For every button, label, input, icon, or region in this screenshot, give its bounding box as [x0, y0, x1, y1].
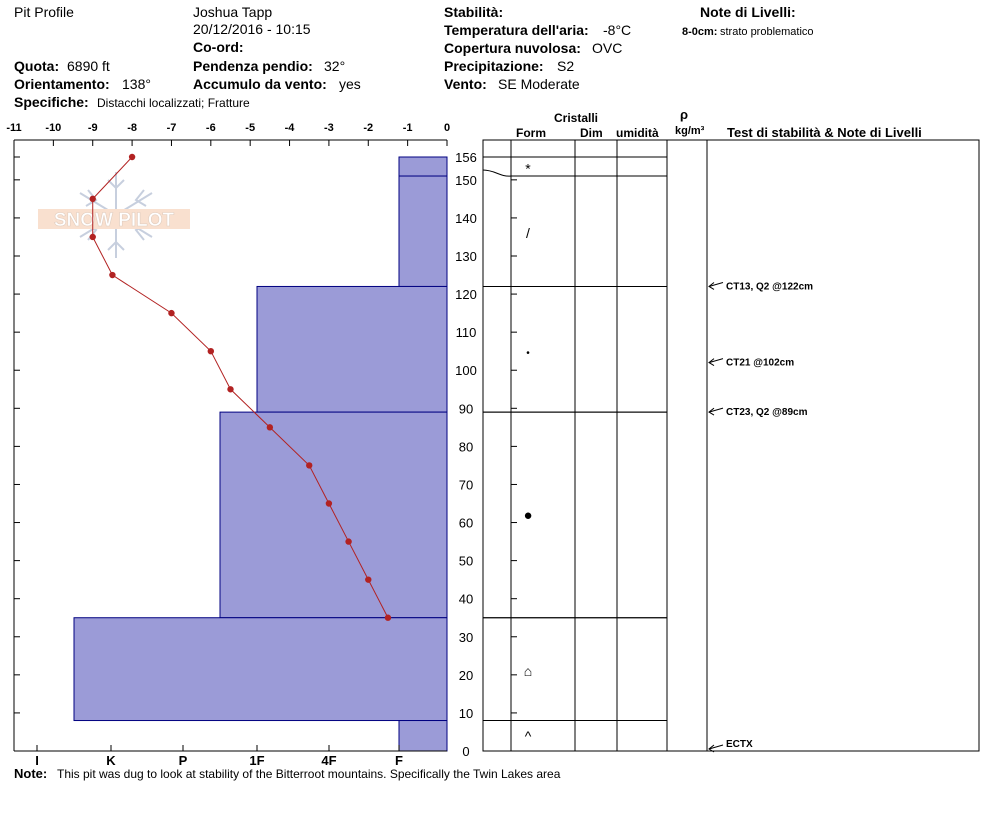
temperature-point [365, 576, 371, 582]
observer-name: Joshua Tapp [193, 4, 273, 20]
page-title: Pit Profile [14, 4, 74, 20]
note-label: Note: [14, 766, 48, 781]
wind-value: SE Moderate [498, 76, 580, 92]
slope-value: 32° [324, 58, 346, 74]
height-label: 40 [458, 591, 474, 607]
temp-tick-label: -1 [402, 122, 413, 134]
snowpilot-watermark-logo [38, 172, 190, 258]
crystal-form-symbols [523, 160, 532, 743]
height-label: 130 [455, 249, 477, 264]
left-height-ticks [14, 157, 20, 751]
height-label: 50 [458, 553, 474, 569]
height-label: 70 [458, 477, 474, 493]
air-temp-value: -8°C [603, 22, 632, 38]
wind-load-value: yes [339, 76, 361, 92]
temp-tick-label: -8 [127, 122, 137, 134]
stability-test-label: CT13, Q2 @122cm [726, 281, 814, 293]
hardness-label: 1F [249, 753, 265, 768]
hardness-bar [257, 286, 447, 412]
layer-notes-label: Note di Livelli: [700, 4, 796, 20]
precip-label: Precipitazione: [444, 58, 544, 74]
crystal-form-symbol: * [525, 160, 531, 177]
stability-notes-header: Test di stabilità & Note di Livelli [727, 125, 922, 140]
hardness-bar [399, 176, 447, 286]
temp-tick-label: 0 [443, 122, 451, 134]
crystal-form-symbol: / [526, 225, 530, 242]
form-header: Form [516, 126, 546, 140]
height-label: 150 [455, 172, 477, 188]
height-label: 30 [458, 629, 474, 645]
wind-load-label: Accumulo da vento: [193, 76, 327, 92]
note-text: This pit was dug to look at stability of the Bitterroot mountains. Specifically the Twin Lakes area [57, 767, 561, 781]
temperature-point [385, 615, 391, 621]
crystal-form-symbol: • [526, 348, 530, 360]
density-symbol: ρ [680, 107, 689, 122]
temp-tick-label: -11 [6, 122, 22, 134]
aspect-value: 138° [122, 76, 151, 92]
hardness-bar [399, 721, 447, 751]
stability-test-label: CT23, Q2 @89cm [726, 407, 808, 419]
layer-note-text: strato problematico [720, 26, 814, 38]
height-label: 90 [458, 401, 474, 417]
sky-value: OVC [592, 40, 623, 56]
temperature-point [90, 196, 96, 202]
specifics-value: Distacchi localizzati; Fratture [97, 96, 250, 110]
observation-datetime: 20/12/2016 - 10:15 [193, 21, 311, 37]
temp-tick-label: -3 [324, 122, 334, 134]
height-axis [455, 150, 477, 759]
layer-table [483, 140, 979, 751]
temp-tick-label: -6 [205, 122, 216, 134]
wind-label: Vento: [444, 76, 487, 92]
temperature-axis [6, 122, 450, 146]
hardness-label: I [35, 753, 39, 768]
sky-label: Copertura nuvolosa: [444, 40, 581, 56]
temp-tick-label: -2 [363, 122, 374, 134]
height-label: 10 [458, 705, 474, 721]
temperature-point [168, 310, 174, 316]
crystal-form-symbol: ^ [524, 727, 532, 744]
temperature-point [306, 462, 312, 468]
coord-label: Co-ord: [193, 39, 244, 55]
temperature-point [129, 154, 135, 160]
height-label: 60 [458, 515, 474, 531]
watermark-text: SNOW PILOT [53, 210, 175, 231]
height-label: 156 [455, 150, 477, 165]
height-label: 140 [455, 210, 477, 226]
hardness-label: 4F [321, 753, 337, 768]
height-label: 110 [455, 325, 477, 341]
hardness-bar [220, 412, 447, 618]
stability-test-markers [709, 281, 813, 752]
elevation-value: 6890 ft [67, 58, 110, 74]
hardness-axis [35, 745, 403, 768]
temperature-point [90, 234, 96, 240]
precip-value: S2 [557, 58, 575, 74]
size-header: Dim [580, 126, 603, 140]
aspect-label: Orientamento: [14, 76, 110, 92]
stability-test-label: CT21 @102cm [726, 357, 795, 369]
crystals-header: Cristalli [554, 111, 599, 125]
temperature-point [267, 424, 273, 430]
height-label: 0 [462, 744, 470, 759]
temperature-point [345, 538, 351, 544]
hardness-bar [399, 157, 447, 176]
temp-tick-label: -7 [166, 122, 177, 134]
elevation-label: Quota: [14, 58, 60, 74]
temp-tick-label: -4 [284, 122, 295, 134]
temperature-point [109, 272, 115, 278]
temperature-point [208, 348, 214, 354]
crystal-form-symbol: ● [523, 506, 533, 524]
height-label: 80 [458, 439, 474, 455]
specifics-label: Specifiche: [14, 94, 89, 110]
slope-label: Pendenza pendio: [193, 58, 313, 74]
height-label: 100 [455, 363, 477, 379]
temp-tick-label: -10 [45, 122, 62, 134]
height-label: 20 [458, 667, 474, 683]
hardness-bars [74, 157, 447, 751]
layer-note-depth: 8-0cm: [682, 26, 718, 38]
hardness-label: P [178, 753, 188, 768]
air-temp-label: Temperatura dell'aria: [444, 22, 589, 38]
hardness-label: K [106, 753, 116, 768]
temperature-point [326, 500, 332, 506]
hardness-label: F [395, 753, 403, 768]
hardness-bar [74, 618, 447, 721]
stability-label: Stabilità: [444, 4, 504, 20]
height-label: 120 [455, 287, 477, 303]
temperature-point [227, 386, 233, 392]
temp-tick-label: -5 [245, 122, 256, 134]
table-height-ticks [511, 157, 517, 751]
density-unit: kg/m³ [675, 125, 705, 137]
stability-test-label: ECTX [726, 739, 753, 750]
crystal-form-symbol: ⌂ [523, 663, 533, 680]
moisture-header: umidità [616, 126, 659, 140]
temp-tick-label: -9 [87, 122, 98, 134]
